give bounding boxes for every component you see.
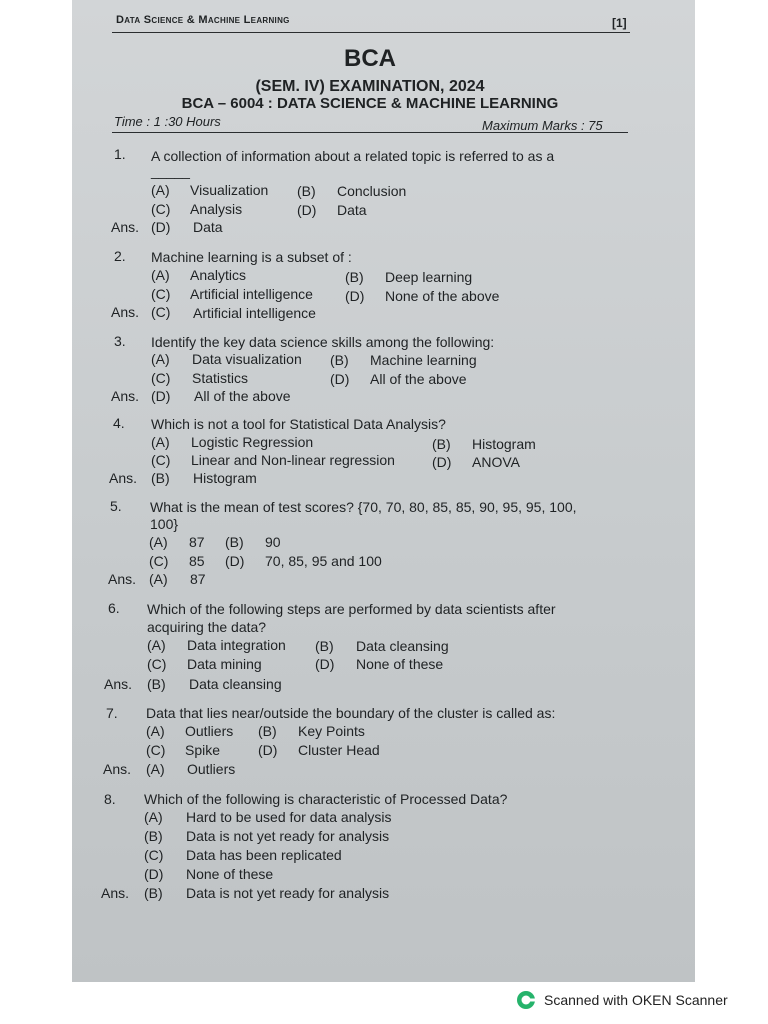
question-number: 4. (113, 415, 125, 431)
question-number: 1. (114, 146, 126, 162)
maximum-marks: Maximum Marks : 75 (482, 118, 603, 133)
answer-label: (D) (151, 388, 171, 404)
question-text: Machine learning is a subset of : (151, 249, 352, 265)
option-label: (D) (330, 371, 350, 387)
answer-label: (D) (151, 219, 171, 235)
question-text: What is the mean of test scores? {70, 70, 80, 85, 85, 90, 95, 95, 100, (150, 499, 577, 515)
option-label: (D) (297, 202, 317, 218)
option-text: Logistic Regression (191, 434, 314, 450)
option-text: 70, 85, 95 and 100 (265, 553, 382, 569)
question-text: Identify the key data science skills among the following: (151, 334, 495, 350)
header-rule (112, 32, 630, 33)
scanner-watermark-text: Scanned with OKEN Scanner (544, 992, 728, 1008)
answer-prefix: Ans. (111, 304, 140, 320)
option-label: (C) (151, 452, 171, 468)
option-label: (B) (315, 638, 334, 654)
option-text: Statistics (192, 370, 249, 386)
option-text: Analytics (190, 267, 247, 283)
option-label: (B) (345, 269, 364, 285)
option-label: (A) (151, 434, 170, 450)
option-label: (A) (147, 637, 166, 653)
question-number: 5. (110, 498, 122, 514)
option-label: (A) (151, 351, 170, 367)
option-text: ANOVA (472, 454, 520, 470)
question-text-continued: acquiring the data? (147, 619, 267, 635)
option-label: (B) (144, 828, 163, 844)
option-label: (D) (315, 656, 335, 672)
option-text: Data (337, 202, 367, 218)
course-title: BCA – 6004 : DATA SCIENCE & MACHINE LEARNING (181, 95, 559, 112)
option-label: (B) (258, 723, 277, 739)
option-label: (A) (151, 182, 170, 198)
title-rule (112, 132, 628, 133)
option-label: (C) (151, 201, 171, 217)
question-number: 3. (114, 333, 126, 349)
option-label: (C) (151, 286, 171, 302)
option-label: (B) (330, 352, 349, 368)
option-text: Data is not yet ready for analysis (186, 828, 390, 844)
answer-text: Data (193, 219, 223, 235)
option-text: Conclusion (337, 183, 407, 199)
option-label: (A) (149, 534, 168, 550)
answer-text: Outliers (187, 761, 236, 777)
scanner-watermark (516, 990, 728, 1010)
answer-prefix: Ans. (111, 388, 140, 404)
running-header-title: Data Science & Machine Learning (116, 14, 290, 26)
answer-prefix: Ans. (101, 885, 130, 901)
option-text: Data visualization (192, 351, 302, 367)
exam-session-title: (SEM. IV) EXAMINATION, 2024 (255, 78, 485, 95)
option-label: (C) (151, 370, 171, 386)
answer-label: (B) (151, 470, 170, 486)
answer-label: (B) (147, 676, 166, 692)
page-number: [1] (612, 16, 627, 30)
question-number: 6. (108, 600, 120, 616)
question-number: 7. (106, 705, 118, 721)
option-label: (A) (144, 809, 163, 825)
option-label: (C) (147, 656, 167, 672)
answer-prefix: Ans. (103, 761, 132, 777)
answer-label: (A) (146, 761, 165, 777)
option-text: 87 (189, 534, 205, 550)
option-label: (D) (345, 288, 365, 304)
answer-text: Histogram (193, 470, 257, 486)
option-text: Hard to be used for data analysis (186, 809, 392, 825)
option-text: Visualization (190, 182, 269, 198)
option-text: None of these (186, 866, 274, 882)
option-text: Machine learning (370, 352, 477, 368)
answer-prefix: Ans. (108, 571, 137, 587)
option-text: 90 (265, 534, 281, 550)
option-text: None of the above (385, 288, 500, 304)
option-label: (A) (146, 723, 165, 739)
option-label: (C) (144, 847, 164, 863)
option-text: Data cleansing (356, 638, 449, 654)
option-label: (B) (225, 534, 244, 550)
exam-duration: Time : 1 :30 Hours (114, 114, 221, 129)
answer-prefix: Ans. (111, 219, 140, 235)
answer-label: (A) (149, 571, 168, 587)
option-text: Data has been replicated (186, 847, 342, 863)
option-text: Artificial intelligence (190, 286, 313, 302)
question-text: A collection of information about a related topic is referred to as a (151, 148, 555, 164)
option-text: Histogram (472, 436, 536, 452)
oken-scanner-logo-icon (516, 990, 536, 1010)
option-text: None of these (356, 656, 444, 672)
option-label: (A) (151, 267, 170, 283)
answer-text: 87 (190, 571, 206, 587)
question-blank: _____ (151, 163, 190, 179)
question-text: Data that lies near/outside the boundary of the cluster is called as: (146, 705, 556, 721)
option-label: (B) (432, 436, 451, 452)
option-label: (B) (297, 183, 316, 199)
option-label: (D) (258, 742, 278, 758)
option-text: Spike (185, 742, 221, 758)
option-label: (D) (432, 454, 452, 470)
answer-text: Data is not yet ready for analysis (186, 885, 390, 901)
option-label: (D) (144, 866, 164, 882)
answer-prefix: Ans. (109, 470, 138, 486)
question-number: 8. (104, 791, 116, 807)
option-text: 85 (189, 553, 205, 569)
question-text: Which is not a tool for Statistical Data Analysis? (151, 416, 446, 432)
option-text: Deep learning (385, 269, 473, 285)
option-label: (C) (149, 553, 169, 569)
option-text: Outliers (185, 723, 234, 739)
question-number: 2. (114, 248, 126, 264)
answer-label: (B) (144, 885, 163, 901)
question-text: Which of the following steps are performed by data scientists after (147, 601, 556, 617)
answer-label: (C) (151, 304, 171, 320)
answer-text: Artificial intelligence (193, 305, 316, 321)
answer-text: Data cleansing (189, 676, 282, 692)
option-label: (C) (146, 742, 166, 758)
option-text: Key Points (298, 723, 365, 739)
option-text: Linear and Non-linear regression (191, 452, 395, 468)
option-text: Analysis (190, 201, 243, 217)
option-text: Data integration (187, 637, 286, 653)
question-text: Which of the following is characteristic of Processed Data? (144, 791, 508, 807)
option-text: Cluster Head (298, 742, 380, 758)
option-text: Data mining (187, 656, 262, 672)
exam-program-title: BCA (344, 45, 396, 72)
answer-text: All of the above (194, 388, 291, 404)
option-label: (D) (225, 553, 245, 569)
exam-page (72, 0, 695, 982)
option-text: All of the above (370, 371, 467, 387)
question-text-continued: 100} (150, 516, 179, 532)
answer-prefix: Ans. (104, 676, 133, 692)
